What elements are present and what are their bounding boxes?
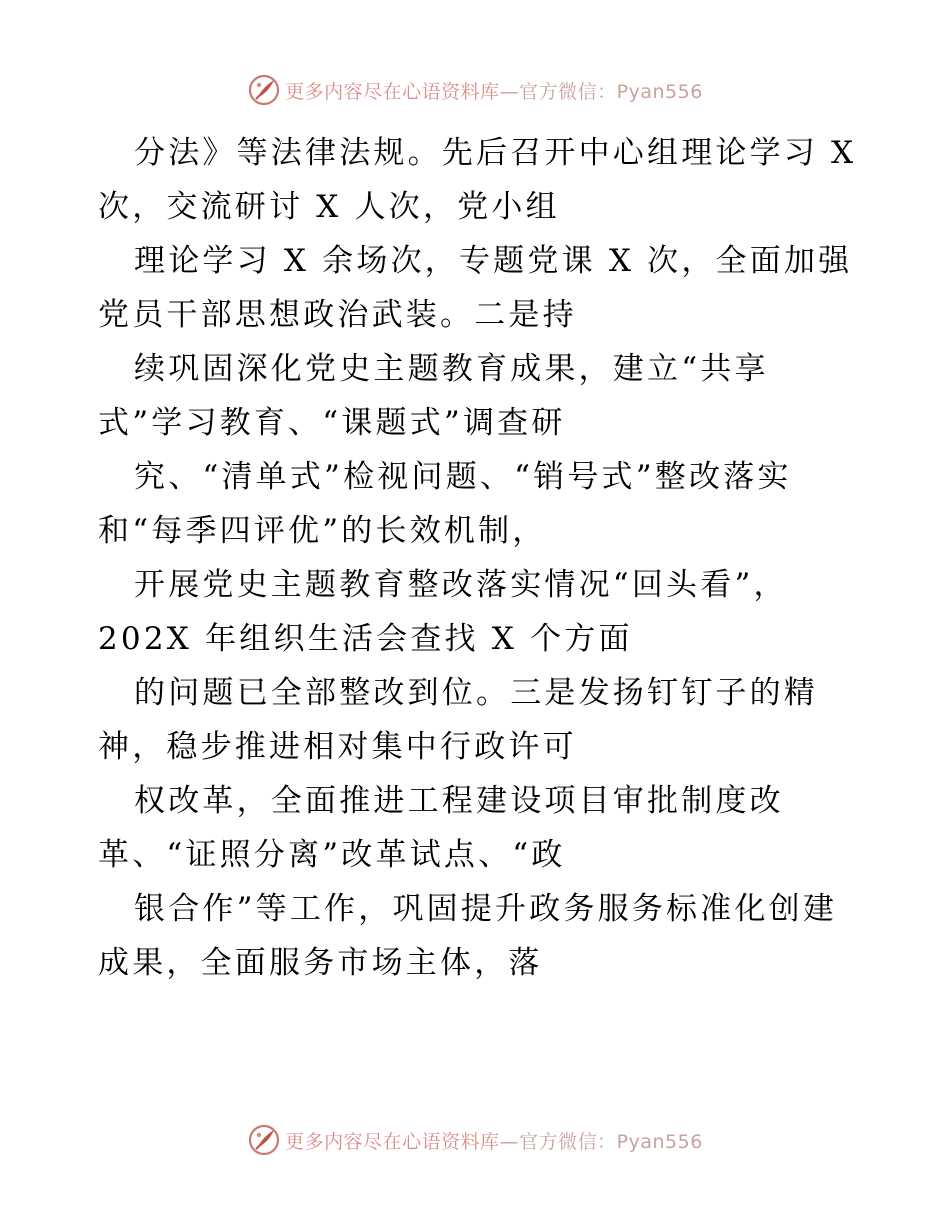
text-line: 银合作”等工作，巩固提升政务服务标准化创建 xyxy=(134,891,838,927)
text-line: 究、“清单式”检视问题、“销号式”整改落实 xyxy=(134,459,792,495)
footer-watermark xyxy=(0,1120,950,1160)
text-line: 理论学习 X 余场次，专题党课 X 次，全面加强 xyxy=(134,243,853,279)
text-line: 权改革，全面推进工程建设项目审批制度改 xyxy=(134,783,784,819)
watermark-text-tail: —官方微信：Pyan556 xyxy=(499,80,703,103)
watermark-text-main: 更多内容尽在心语资料库 xyxy=(285,1130,500,1153)
text-line: 革、“证照分离”改革试点、“政 xyxy=(98,837,566,873)
quill-seal-icon xyxy=(247,1123,281,1157)
document-body xyxy=(98,126,858,990)
text-line: 次，交流研讨 X 人次，党小组 xyxy=(98,189,560,225)
text-line: 202X 年组织生活会查找 X 个方面 xyxy=(98,621,633,657)
watermark-text xyxy=(285,1127,703,1154)
text-line: 和“每季四评优”的长效机制， xyxy=(98,513,547,549)
quill-seal-icon xyxy=(247,73,281,107)
watermark-content xyxy=(247,1123,703,1157)
text-line: 式”学习教育、“课题式”调查研 xyxy=(98,405,566,441)
header-watermark xyxy=(0,70,950,110)
watermark-text-main: 更多内容尽在心语资料库 xyxy=(285,80,500,103)
text-line: 开展党史主题教育整改落实情况“回头看”， xyxy=(134,567,788,603)
text-line: 党员干部思想政治武装。二是持 xyxy=(98,297,577,333)
text-line: 的问题已全部整改到位。三是发扬钉钉子的精 xyxy=(134,675,818,711)
watermark-text xyxy=(285,77,703,104)
text-line: 分法》等法律法规。先后召开中心组理论学习 X xyxy=(134,135,857,171)
text-line: 成果，全面服务市场主体，落 xyxy=(98,945,543,981)
watermark-text-tail: —官方微信：Pyan556 xyxy=(499,1130,703,1153)
text-line: 神，稳步推进相对集中行政许可 xyxy=(98,729,577,765)
watermark-content xyxy=(247,73,703,107)
text-line: 续巩固深化党史主题教育成果，建立“共享 xyxy=(134,351,769,387)
